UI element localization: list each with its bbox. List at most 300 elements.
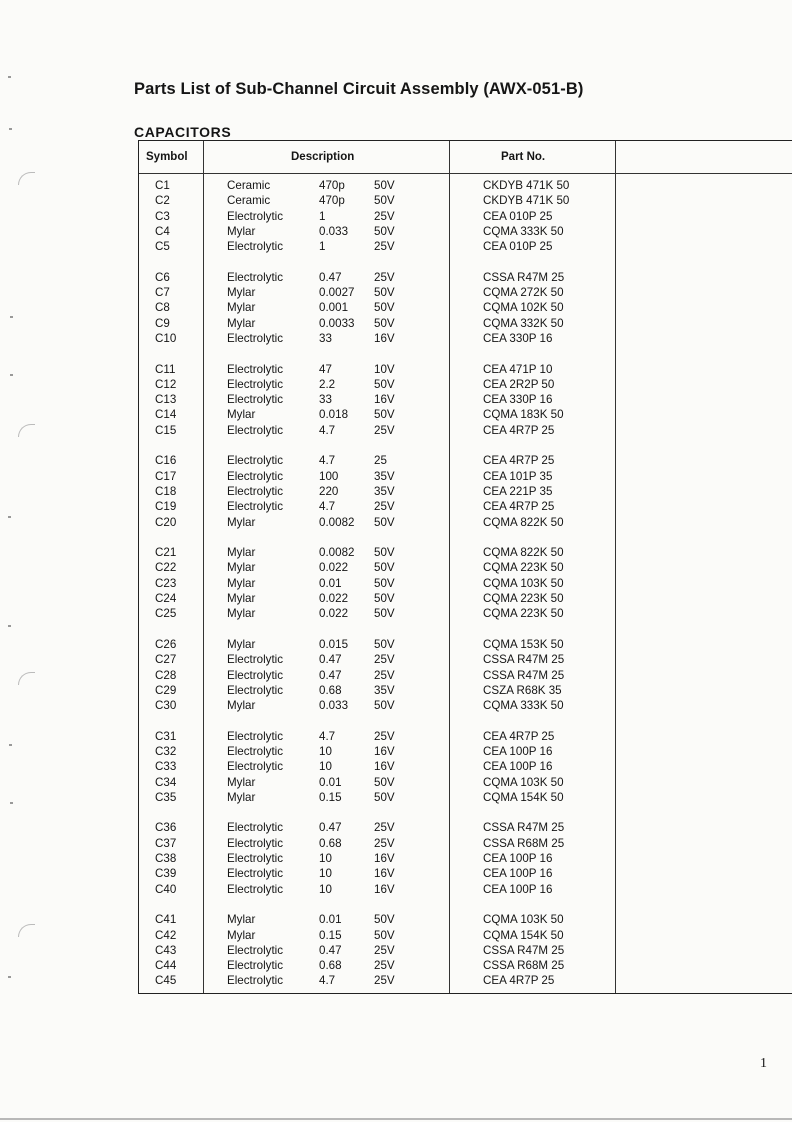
table-row <box>139 194 792 209</box>
cell-value: 0.68 <box>319 836 342 850</box>
table-body <box>139 179 792 990</box>
cell-part: CSSA R47M 25 <box>483 821 565 835</box>
cell-value: 1 <box>319 209 326 223</box>
cell-value: 4.7 <box>319 423 336 437</box>
table-row <box>139 913 792 928</box>
cell-symbol: C22 <box>155 561 177 575</box>
header-description: Description <box>291 151 355 163</box>
cell-value: 4.7 <box>319 729 336 743</box>
cell-value: 0.68 <box>319 683 342 697</box>
cell-part: CKDYB 471K 50 <box>483 194 570 208</box>
cell-type: Electrolytic <box>227 867 284 881</box>
cell-value: 0.022 <box>319 592 349 606</box>
cell-part: CQMA 333K 50 <box>483 224 564 238</box>
cell-part: CQMA 154K 50 <box>483 928 564 942</box>
cell-symbol: C18 <box>155 484 177 498</box>
group-spacer <box>139 347 792 362</box>
scan-smudge <box>18 672 35 685</box>
cell-symbol: C35 <box>155 790 177 804</box>
cell-type: Mylar <box>227 224 256 238</box>
cell-type: Electrolytic <box>227 454 284 468</box>
cell-voltage: 50V <box>374 699 395 713</box>
cell-type: Electrolytic <box>227 852 284 866</box>
cell-part: CSZA R68K 35 <box>483 683 562 697</box>
cell-value: 0.0082 <box>319 515 355 529</box>
scan-mark <box>9 744 12 746</box>
cell-voltage: 50V <box>374 316 395 330</box>
cell-part: CEA 471P 10 <box>483 362 553 376</box>
table-row <box>139 791 792 806</box>
cell-part: CEA 100P 16 <box>483 867 553 881</box>
cell-value: 0.47 <box>319 668 342 682</box>
table-row <box>139 867 792 882</box>
table-row <box>139 638 792 653</box>
cell-part: CEA 100P 16 <box>483 852 553 866</box>
cell-value: 4.7 <box>319 974 336 988</box>
cell-voltage: 35V <box>374 484 395 498</box>
cell-part: CEA 101P 35 <box>483 469 553 483</box>
cell-voltage: 25V <box>374 653 395 667</box>
cell-type: Electrolytic <box>227 943 284 957</box>
table-row <box>139 929 792 944</box>
cell-symbol: C21 <box>155 546 177 560</box>
cell-type: Mylar <box>227 775 256 789</box>
cell-value: 10 <box>319 867 332 881</box>
cell-value: 10 <box>319 744 332 758</box>
table-row <box>139 210 792 225</box>
cell-symbol: C24 <box>155 592 177 606</box>
bottom-edge-line <box>0 1118 792 1120</box>
group-spacer <box>139 439 792 454</box>
cell-voltage: 16V <box>374 867 395 881</box>
cell-voltage: 25V <box>374 500 395 514</box>
cell-voltage: 50V <box>374 561 395 575</box>
table-row <box>139 363 792 378</box>
cell-symbol: C15 <box>155 423 177 437</box>
cell-symbol: C42 <box>155 928 177 942</box>
cell-voltage: 35V <box>374 469 395 483</box>
cell-value: 0.018 <box>319 408 349 422</box>
cell-part: CSSA R68M 25 <box>483 959 565 973</box>
group-spacer <box>139 898 792 913</box>
cell-part: CEA 4R7P 25 <box>483 974 555 988</box>
section-heading: CAPACITORS <box>134 124 232 140</box>
cell-part: CQMA 333K 50 <box>483 699 564 713</box>
table-row <box>139 516 792 531</box>
table-row <box>139 730 792 745</box>
cell-type: Mylar <box>227 561 256 575</box>
table-row <box>139 378 792 393</box>
cell-value: 10 <box>319 852 332 866</box>
cell-symbol: C19 <box>155 500 177 514</box>
table-row <box>139 240 792 255</box>
cell-value: 470p <box>319 179 345 192</box>
table-row <box>139 485 792 500</box>
table-row <box>139 301 792 316</box>
cell-voltage: 16V <box>374 882 395 896</box>
cell-type: Electrolytic <box>227 270 284 284</box>
table-row <box>139 179 792 194</box>
scan-mark <box>9 128 12 130</box>
cell-value: 0.0033 <box>319 316 355 330</box>
cell-value: 47 <box>319 362 332 376</box>
cell-type: Electrolytic <box>227 377 284 391</box>
parts-table <box>138 140 792 994</box>
table-row <box>139 470 792 485</box>
group-spacer <box>139 531 792 546</box>
cell-value: 470p <box>319 194 345 208</box>
cell-type: Electrolytic <box>227 331 284 345</box>
table-row <box>139 699 792 714</box>
cell-symbol: C4 <box>155 224 170 238</box>
cell-voltage: 25V <box>374 423 395 437</box>
cell-symbol: C34 <box>155 775 177 789</box>
table-row <box>139 500 792 515</box>
cell-part: CSSA R47M 25 <box>483 270 565 284</box>
cell-type: Mylar <box>227 637 256 651</box>
cell-value: 100 <box>319 469 339 483</box>
table-row <box>139 408 792 423</box>
table-row <box>139 974 792 989</box>
cell-type: Electrolytic <box>227 393 284 407</box>
table-row <box>139 745 792 760</box>
cell-type: Electrolytic <box>227 500 284 514</box>
cell-symbol: C2 <box>155 194 170 208</box>
cell-part: CQMA 223K 50 <box>483 592 564 606</box>
cell-part: CQMA 822K 50 <box>483 546 564 560</box>
cell-voltage: 25V <box>374 821 395 835</box>
table-row <box>139 607 792 622</box>
header-part-no: Part No. <box>501 151 546 163</box>
cell-type: Ceramic <box>227 194 271 208</box>
table-row <box>139 454 792 469</box>
table-row <box>139 271 792 286</box>
cell-voltage: 16V <box>374 393 395 407</box>
page-title: Parts List of Sub-Channel Circuit Assembly (AWX-051-B) <box>134 80 584 98</box>
cell-symbol: C45 <box>155 974 177 988</box>
cell-symbol: C28 <box>155 668 177 682</box>
cell-voltage: 25V <box>374 209 395 223</box>
table-row <box>139 852 792 867</box>
cell-symbol: C5 <box>155 240 170 254</box>
cell-value: 0.0027 <box>319 286 355 300</box>
cell-part: CQMA 102K 50 <box>483 301 564 315</box>
scan-smudge <box>18 424 35 437</box>
cell-type: Electrolytic <box>227 760 284 774</box>
cell-part: CEA 221P 35 <box>483 484 553 498</box>
cell-type: Mylar <box>227 699 256 713</box>
cell-part: CEA 010P 25 <box>483 240 553 254</box>
table-row <box>139 760 792 775</box>
group-spacer <box>139 255 792 270</box>
header-symbol: Symbol <box>146 151 188 163</box>
cell-symbol: C43 <box>155 943 177 957</box>
cell-value: 4.7 <box>319 500 336 514</box>
cell-value: 0.68 <box>319 959 342 973</box>
cell-value: 0.15 <box>319 790 342 804</box>
cell-symbol: C3 <box>155 209 170 223</box>
cell-value: 0.47 <box>319 270 342 284</box>
cell-part: CEA 4R7P 25 <box>483 423 555 437</box>
cell-value: 33 <box>319 331 332 345</box>
cell-value: 0.022 <box>319 607 349 621</box>
cell-type: Electrolytic <box>227 744 284 758</box>
cell-voltage: 35V <box>374 683 395 697</box>
scan-mark <box>8 976 11 978</box>
cell-type: Mylar <box>227 592 256 606</box>
table-row <box>139 944 792 959</box>
table-row <box>139 577 792 592</box>
cell-part: CEA 4R7P 25 <box>483 729 555 743</box>
cell-symbol: C27 <box>155 653 177 667</box>
cell-voltage: 25V <box>374 270 395 284</box>
cell-symbol: C1 <box>155 179 170 192</box>
cell-symbol: C29 <box>155 683 177 697</box>
cell-type: Electrolytic <box>227 362 284 376</box>
cell-type: Mylar <box>227 913 256 927</box>
cell-type: Electrolytic <box>227 882 284 896</box>
cell-value: 0.01 <box>319 775 342 789</box>
cell-voltage: 50V <box>374 194 395 208</box>
cell-symbol: C16 <box>155 454 177 468</box>
cell-voltage: 16V <box>374 744 395 758</box>
cell-part: CEA 330P 16 <box>483 331 553 345</box>
cell-part: CEA 2R2P 50 <box>483 377 555 391</box>
cell-symbol: C23 <box>155 576 177 590</box>
cell-type: Electrolytic <box>227 729 284 743</box>
cell-value: 0.033 <box>319 224 349 238</box>
page-number: 1 <box>760 1056 767 1071</box>
scan-mark <box>8 625 11 627</box>
cell-part: CEA 4R7P 25 <box>483 454 555 468</box>
cell-part: CSSA R47M 25 <box>483 943 565 957</box>
table-row <box>139 592 792 607</box>
cell-value: 0.015 <box>319 637 349 651</box>
cell-voltage: 16V <box>374 760 395 774</box>
group-spacer <box>139 623 792 638</box>
cell-type: Electrolytic <box>227 240 284 254</box>
cell-symbol: C39 <box>155 867 177 881</box>
cell-type: Electrolytic <box>227 423 284 437</box>
cell-value: 0.47 <box>319 653 342 667</box>
cell-voltage: 50V <box>374 286 395 300</box>
table-row <box>139 561 792 576</box>
cell-part: CEA 4R7P 25 <box>483 500 555 514</box>
cell-part: CQMA 223K 50 <box>483 607 564 621</box>
cell-value: 0.15 <box>319 928 342 942</box>
cell-voltage: 50V <box>374 224 395 238</box>
cell-symbol: C33 <box>155 760 177 774</box>
cell-symbol: C10 <box>155 331 177 345</box>
cell-type: Mylar <box>227 408 256 422</box>
cell-voltage: 25V <box>374 729 395 743</box>
cell-type: Electrolytic <box>227 469 284 483</box>
cell-part: CEA 330P 16 <box>483 393 553 407</box>
cell-symbol: C17 <box>155 469 177 483</box>
cell-value: 0.01 <box>319 576 342 590</box>
cell-part: CQMA 103K 50 <box>483 913 564 927</box>
cell-part: CQMA 103K 50 <box>483 576 564 590</box>
cell-part: CQMA 103K 50 <box>483 775 564 789</box>
cell-symbol: C41 <box>155 913 177 927</box>
table-row <box>139 959 792 974</box>
cell-value: 220 <box>319 484 339 498</box>
cell-type: Mylar <box>227 928 256 942</box>
table-row <box>139 776 792 791</box>
cell-symbol: C12 <box>155 377 177 391</box>
cell-value: 0.001 <box>319 301 349 315</box>
cell-symbol: C7 <box>155 286 170 300</box>
scan-smudge <box>18 924 35 937</box>
cell-voltage: 25V <box>374 943 395 957</box>
cell-type: Mylar <box>227 546 256 560</box>
cell-voltage: 25V <box>374 668 395 682</box>
cell-type: Electrolytic <box>227 653 284 667</box>
cell-voltage: 50V <box>374 546 395 560</box>
cell-symbol: C40 <box>155 882 177 896</box>
cell-type: Electrolytic <box>227 484 284 498</box>
cell-voltage: 50V <box>374 301 395 315</box>
cell-symbol: C9 <box>155 316 170 330</box>
table-row <box>139 393 792 408</box>
cell-voltage: 50V <box>374 928 395 942</box>
scan-mark <box>10 802 13 804</box>
cell-type: Electrolytic <box>227 959 284 973</box>
cell-value: 0.01 <box>319 913 342 927</box>
cell-type: Electrolytic <box>227 668 284 682</box>
cell-part: CSSA R47M 25 <box>483 668 565 682</box>
cell-value: 0.47 <box>319 943 342 957</box>
cell-voltage: 50V <box>374 913 395 927</box>
cell-part: CKDYB 471K 50 <box>483 179 570 192</box>
cell-symbol: C6 <box>155 270 170 284</box>
table-row <box>139 225 792 240</box>
cell-voltage: 50V <box>374 775 395 789</box>
cell-type: Electrolytic <box>227 683 284 697</box>
cell-voltage: 10V <box>374 362 395 376</box>
cell-voltage: 16V <box>374 331 395 345</box>
cell-part: CQMA 223K 50 <box>483 561 564 575</box>
scan-mark <box>8 76 11 78</box>
cell-part: CEA 010P 25 <box>483 209 553 223</box>
cell-symbol: C32 <box>155 744 177 758</box>
cell-type: Mylar <box>227 790 256 804</box>
cell-type: Mylar <box>227 316 256 330</box>
group-spacer <box>139 714 792 729</box>
cell-value: 0.022 <box>319 561 349 575</box>
cell-symbol: C13 <box>155 393 177 407</box>
group-spacer <box>139 806 792 821</box>
scan-mark <box>8 516 11 518</box>
cell-voltage: 50V <box>374 576 395 590</box>
cell-value: 0.033 <box>319 699 349 713</box>
table-row <box>139 883 792 898</box>
scan-mark <box>10 316 13 318</box>
cell-value: 33 <box>319 393 332 407</box>
cell-symbol: C38 <box>155 852 177 866</box>
cell-type: Electrolytic <box>227 209 284 223</box>
cell-symbol: C25 <box>155 607 177 621</box>
table-row <box>139 684 792 699</box>
cell-symbol: C44 <box>155 959 177 973</box>
table-row <box>139 317 792 332</box>
cell-value: 1 <box>319 240 326 254</box>
cell-part: CEA 100P 16 <box>483 744 553 758</box>
cell-voltage: 50V <box>374 790 395 804</box>
cell-type: Ceramic <box>227 179 271 192</box>
cell-part: CQMA 154K 50 <box>483 790 564 804</box>
cell-type: Mylar <box>227 576 256 590</box>
table-row <box>139 653 792 668</box>
cell-type: Mylar <box>227 515 256 529</box>
table-row <box>139 669 792 684</box>
cell-voltage: 50V <box>374 408 395 422</box>
cell-symbol: C31 <box>155 729 177 743</box>
cell-type: Electrolytic <box>227 821 284 835</box>
cell-value: 4.7 <box>319 454 336 468</box>
cell-symbol: C8 <box>155 301 170 315</box>
cell-part: CQMA 183K 50 <box>483 408 564 422</box>
cell-symbol: C11 <box>155 362 176 376</box>
cell-voltage: 25V <box>374 959 395 973</box>
cell-symbol: C36 <box>155 821 177 835</box>
cell-type: Mylar <box>227 301 256 315</box>
cell-symbol: C14 <box>155 408 177 422</box>
table-row <box>139 546 792 561</box>
cell-symbol: C30 <box>155 699 177 713</box>
cell-type: Electrolytic <box>227 974 284 988</box>
cell-voltage: 25V <box>374 974 395 988</box>
cell-value: 2.2 <box>319 377 336 391</box>
cell-symbol: C26 <box>155 637 177 651</box>
cell-value: 0.47 <box>319 821 342 835</box>
cell-symbol: C20 <box>155 515 177 529</box>
cell-part: CQMA 332K 50 <box>483 316 564 330</box>
cell-voltage: 25V <box>374 836 395 850</box>
cell-voltage: 25 <box>374 454 387 468</box>
header-divider <box>139 173 792 174</box>
cell-part: CSSA R47M 25 <box>483 653 565 667</box>
cell-voltage: 50V <box>374 515 395 529</box>
table-row <box>139 332 792 347</box>
cell-type: Mylar <box>227 607 256 621</box>
table-row <box>139 837 792 852</box>
table-row <box>139 821 792 836</box>
cell-value: 0.0082 <box>319 546 355 560</box>
cell-value: 10 <box>319 760 332 774</box>
table-row <box>139 424 792 439</box>
cell-part: CSSA R68M 25 <box>483 836 565 850</box>
cell-symbol: C37 <box>155 836 177 850</box>
scan-mark <box>10 374 13 376</box>
scan-smudge <box>18 172 35 185</box>
cell-voltage: 50V <box>374 607 395 621</box>
cell-type: Electrolytic <box>227 836 284 850</box>
cell-part: CEA 100P 16 <box>483 760 553 774</box>
cell-voltage: 50V <box>374 377 395 391</box>
cell-value: 10 <box>319 882 332 896</box>
cell-part: CQMA 822K 50 <box>483 515 564 529</box>
cell-voltage: 50V <box>374 637 395 651</box>
cell-voltage: 50V <box>374 179 395 192</box>
cell-voltage: 50V <box>374 592 395 606</box>
cell-type: Mylar <box>227 286 256 300</box>
cell-part: CQMA 153K 50 <box>483 637 564 651</box>
cell-part: CEA 100P 16 <box>483 882 553 896</box>
table-row <box>139 286 792 301</box>
cell-voltage: 25V <box>374 240 395 254</box>
cell-part: CQMA 272K 50 <box>483 286 564 300</box>
